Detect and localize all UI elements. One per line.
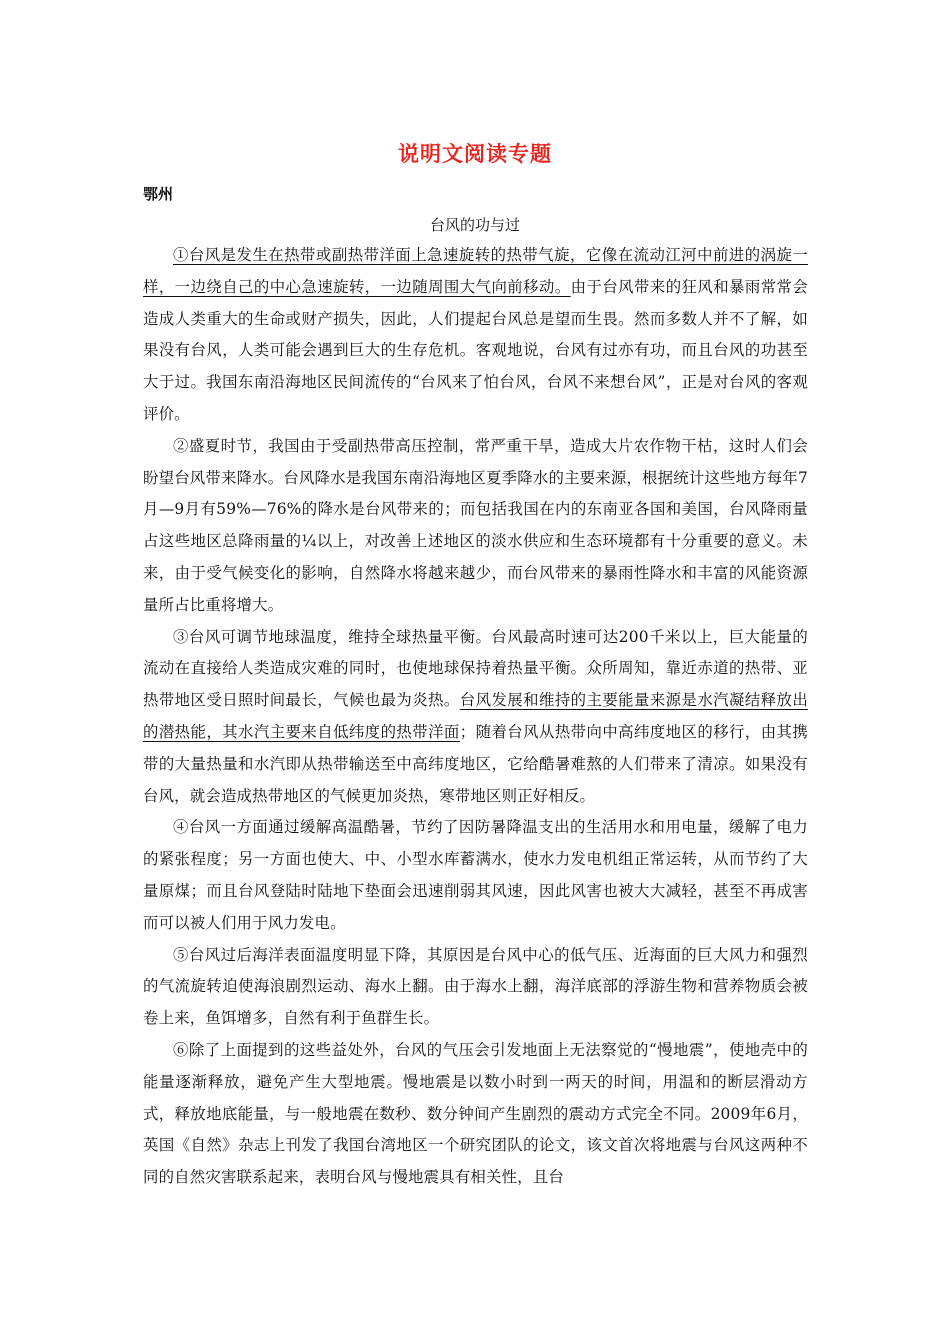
underlined-sentence: 台风发展和维持的主要能量来源是水汽凝结释放出的潜热能，其水汽主要来自低纬度的热带洋面 [143, 691, 808, 741]
region-heading: 鄂州 [143, 185, 174, 203]
paragraph-6: ⑥除了上面提到的这些益处外，台风的气压会引发地面上无法察觉的“慢地震”，使地壳中的能量逐渐释放，避免产生大型地震。慢地震是以数小时到一两天的时间，用温和的断层滑动方式，释放地底能量，与一般地震在数秒、数分钟间产生剧烈的震动方式完全不同。2009年6月，英国《自然》杂志上刊发了我国台湾地区一个研究团队的论文，该文首次将地震与台风这两种不同的自然灾害联系起来，表明台风与慢地震具有相关性，且台 [143, 1040, 808, 1187]
paragraph-1 [143, 240, 808, 431]
underlined-sentence: ①台风是发生在热带或副热带洋面上急速旋转的热带气旋，它像在流动江河中前进的涡旋一样，一边绕自己的中心急速旋转，一边随周围大气向前移动。 [143, 246, 808, 296]
paragraph-text: ③台风可调节地球温度，维持全球热量平衡。台风最高时速可达200千米以上，巨大能量的流动在直接给人类造成灾难的同时，也使地球保持着热量平衡。众所周知，靠近赤道的热带、亚热带地区受日照时间最长，气候也最为炎热。 [143, 627, 808, 710]
paragraph-2: ②盛夏时节，我国由于受副热带高压控制，常严重干旱，造成大片农作物干枯，这时人们会盼望台风带来降水。台风降水是我国东南沿海地区夏季降水的主要来源，根据统计这些地方每年7月—9月有59%—76%的降水是台风带来的；而包括我国在内的东南亚各国和美国，台风降雨量占这些地区总降雨量的¼以上，对改善上述地区的淡水供应和生态环境都有十分重要的意义。未来，由于受气候变化的影响，自然降水将越来越少，而台风带来的暴雨性降水和丰富的风能资源量所占比重将增大。 [143, 436, 808, 614]
document-title: 说明文阅读专题 [398, 142, 552, 166]
paragraph-5: ⑤台风过后海洋表面温度明显下降，其原因是台风中心的低气压、近海面的巨大风力和强烈的气流旋转迫使海浪剧烈运动、海水上翻。由于海水上翻，海洋底部的浮游生物和营养物质会被卷上来，鱼饵增多，自然有利于鱼群生长。 [143, 945, 808, 1028]
article-title: 台风的功与过 [429, 216, 520, 234]
paragraph-4: ④台风一方面通过缓解高温酷暑，节约了因防暑降温支出的生活用水和用电量，缓解了电力的紧张程度；另一方面也使大、中、小型水库蓄满水，使水力发电机组正常运转，从而节约了大量原煤；而且台风登陆时陆地下垫面会迅速削弱其风速，因此风害也被大大减轻，甚至不再成害而可以被人们用于风力发电。 [143, 818, 808, 932]
article-body [143, 240, 808, 1194]
paragraph-text: ；随着台风从热带向中高纬度地区的移行，由其携带的大量热量和水汽即从热带输送至中高纬度地区，它给酷暑难熬的人们带来了清凉。如果没有台风，就会造成热带地区的气候更加炎热，寒带地区则正好相反。 [143, 722, 808, 805]
paragraph-text: 由于台风带来的狂风和暴雨常常会造成人类重大的生命或财产损失，因此，人们提起台风总是望而生畏。然而多数人并不了解，如果没有台风，人类可能会遇到巨大的生存危机。客观地说，台风有过亦有功，而且台风的功甚至大于过。我国东南沿海地区民间流传的“台风来了怕台风，台风不来想台风”，正是对台风的客观评价。 [143, 277, 808, 423]
paragraph-3 [143, 622, 808, 813]
